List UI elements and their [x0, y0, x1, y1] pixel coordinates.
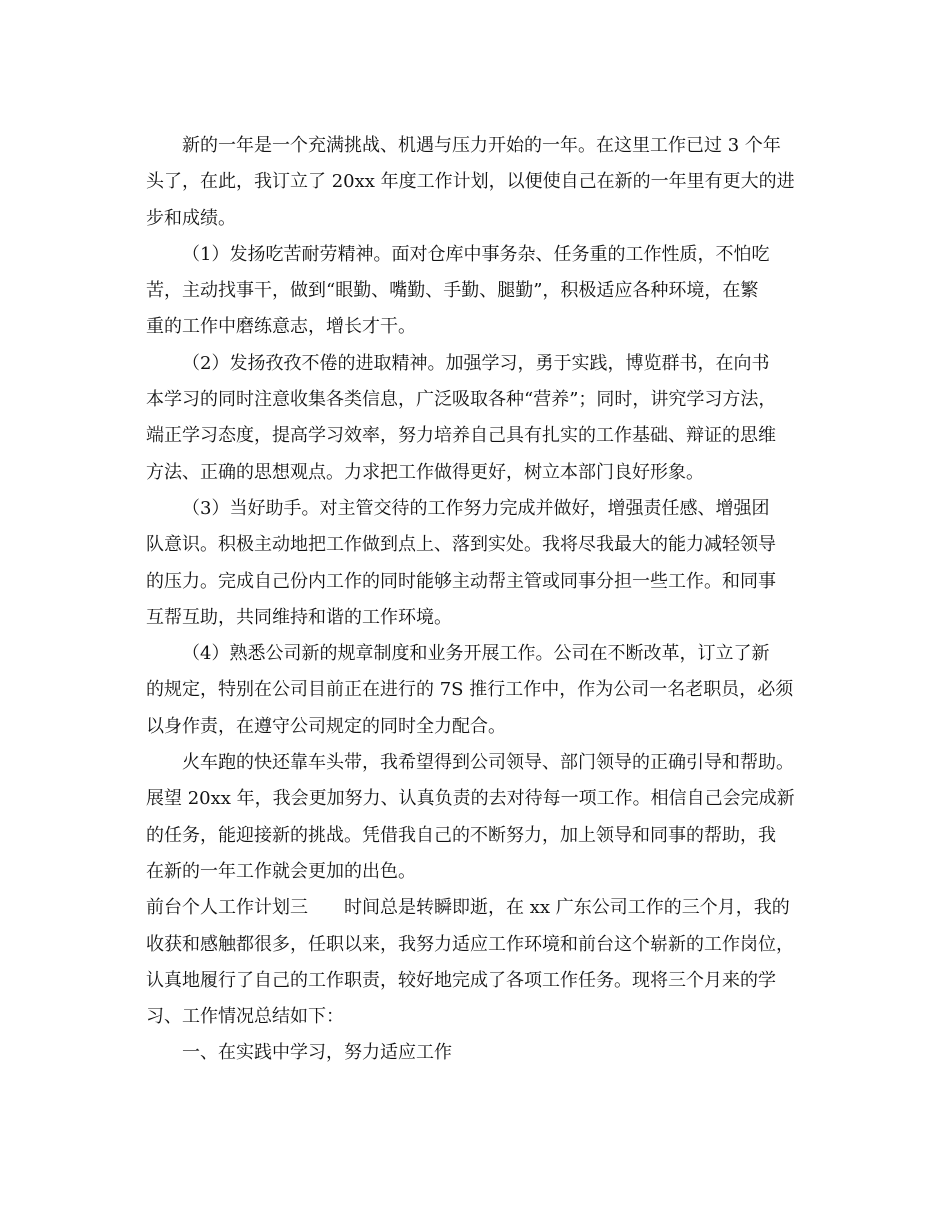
text-line: 展望 20xx 年，我会更加努力、认真负责的去对待每一项工作。相信自己会完成新	[146, 788, 795, 810]
text-line: 在新的一年工作就会更加的出色。	[146, 860, 416, 882]
text-line: 的压力。完成自己份内工作的同时能够主动帮主管或同事分担一些工作。和同事	[146, 570, 776, 592]
text-line: 认真地履行了自己的工作职责，较好地完成了各项工作任务。现将三个月来的学	[146, 969, 776, 991]
text-line: （3）当好助手。对主管交待的工作努力完成并做好，增强责任感、增强团	[182, 497, 770, 519]
text-line: 收获和感触都很多，任职以来，我努力适应工作环境和前台这个崭新的工作岗位，	[146, 933, 794, 955]
text-line: 一、在实践中学习，努力适应工作	[182, 1042, 452, 1064]
text-line: 头了，在此，我订立了 20xx 年度工作计划，以便使自己在新的一年里有更大的进	[146, 171, 795, 193]
text-line: 火车跑的快还靠车头带，我希望得到公司领导、部门领导的正确引导和帮助。	[182, 752, 794, 774]
text-line: 新的一年是一个充满挑战、机遇与压力开始的一年。在这里工作已过 3 个年	[182, 135, 781, 156]
text-line: 前台个人工作计划三 时间总是转瞬即逝，在 xx 广东公司工作的三个月，我的	[146, 897, 790, 919]
text-line: 的规定，特别在公司目前正在进行的 7S 推行工作中，作为公司一名老职员，必须	[146, 679, 794, 701]
text-line: 步和成绩。	[146, 207, 236, 229]
text-line: （2）发扬孜孜不倦的进取精神。加强学习，勇于实践，博览群书，在向书	[182, 352, 770, 374]
text-line: 队意识。积极主动地把工作做到点上、落到实处。我将尽我最大的能力减轻领导	[146, 534, 776, 556]
text-line: 的任务，能迎接新的挑战。凭借我自己的不断努力，加上领导和同事的帮助，我	[146, 824, 776, 846]
text-line: 苦，主动找事干，做到“眼勤、嘴勤、手勤、腿勤”，积极适应各种环境，在繁	[146, 280, 759, 302]
text-line: （4）熟悉公司新的规章制度和业务开展工作。公司在不断改革，订立了新	[182, 643, 770, 665]
text-line: 端正学习态度，提高学习效率，努力培养自己具有扎实的工作基础、辩证的思维	[146, 425, 776, 447]
text-line: 本学习的同时注意收集各类信息，广泛吸取各种“营养”；同时，讲究学习方法，	[146, 389, 777, 411]
text-line: 以身作责，在遵守公司规定的同时全力配合。	[146, 715, 506, 737]
text-line: 互帮互助，共同维持和谐的工作环境。	[146, 606, 452, 628]
text-line: 习、工作情况总结如下：	[146, 1006, 344, 1028]
text-line: （1）发扬吃苦耐劳精神。面对仓库中事务杂、任务重的工作性质，不怕吃	[182, 243, 770, 265]
text-line: 重的工作中磨练意志，增长才干。	[146, 316, 416, 338]
document-body	[146, 128, 826, 1072]
text-line: 方法、正确的思想观点。力求把工作做得更好，树立本部门良好形象。	[146, 461, 704, 483]
